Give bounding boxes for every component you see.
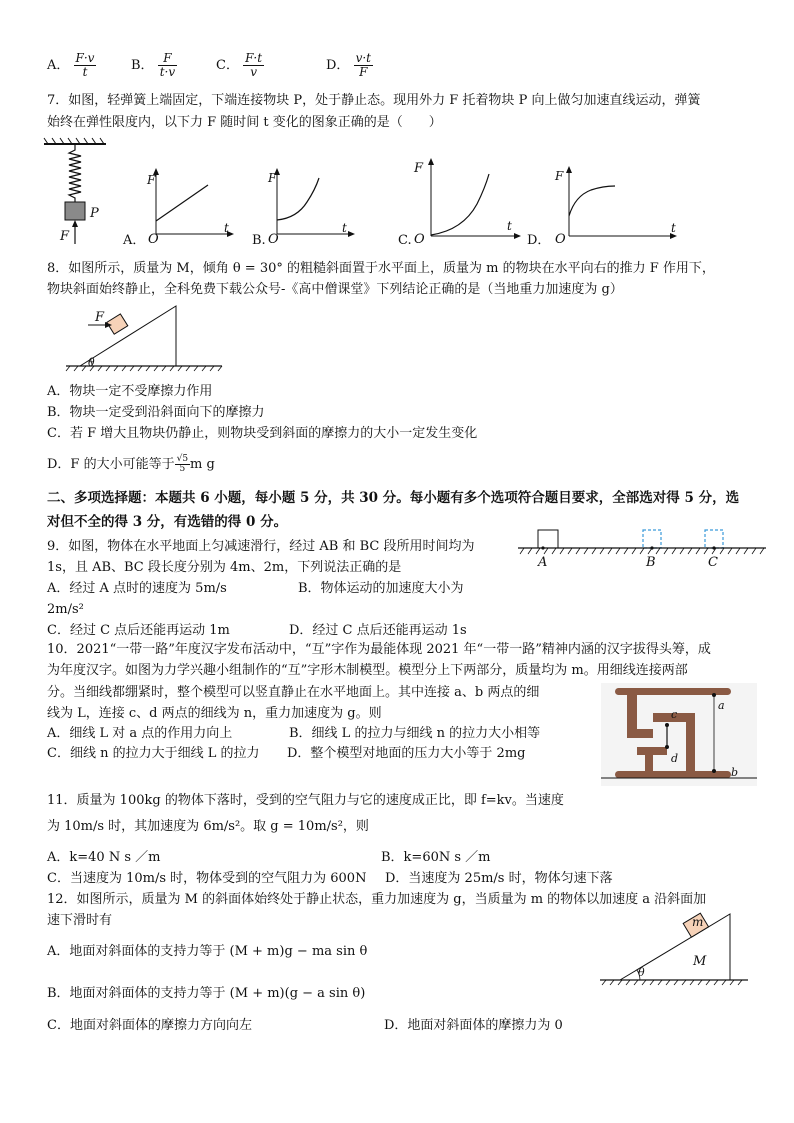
q11-option-b: B．k=60N s ／m [381,850,491,865]
graph-c-y-label: F [414,161,424,176]
q8-option-d: D．F 的大小可能等于 $\frac{√5}{5}$ m g [47,454,215,474]
q9-option-d: D．经过 C 点后还能再运动 1s [289,623,467,638]
q6-option-b: B． $\frac{F}{t\cdot v}$ [131,51,176,79]
q8-fig-theta-label: θ [88,356,95,369]
q8-option-a: A．物块一定不受摩擦力作用 [47,384,213,399]
q12-option-a: A．地面对斜面体的支持力等于 (M + m)g − ma sin θ [47,944,368,959]
graph-c-x-label: t [507,219,512,233]
section-2-header-line1: 二、多项选择题：本题共 6 小题，每小题 5 分，共 30 分。每小题有多个选项符合题目要求，全部选对得 5 分，选 [47,490,740,506]
q8-stem-line1: 8．如图所示，质量为 M，倾角 θ = 30° 的粗糙斜面置于水平面上，质量为 m 的物块在水平向右的推力 F 作用下， [47,261,715,276]
q8-fig-force-label: F [95,310,105,325]
sliding-block-figure [518,527,768,559]
graph-a-linear [146,168,236,238]
spring-block-figure [44,138,114,248]
section-2-header-line2: 对但不全的得 3 分，有选错的得 0 分。 [47,514,288,530]
q10-stem-line3: 分。当细线都绷紧时，整个模型可以竖直静止在水平地面上。其中连接 a、b 两点的细 [47,685,540,700]
q6-option-d: D． $\frac{v\cdot t}{F}$ [326,51,371,79]
q9-option-b: B．物体运动的加速度大小为 [298,581,464,596]
graph-c-origin: O [414,232,425,247]
q10-option-c: C．细线 n 的拉力大于细线 L 的拉力 [47,746,260,761]
q10-option-a: A．细线 L 对 a 点的作用力向上 [47,726,233,741]
graph-b-option: B. [252,233,266,248]
q9-option-c: C．经过 C 点后还能再运动 1m [47,623,230,638]
point-c-label: C [708,555,718,570]
q9-stem-line1: 9．如图，物体在水平地面上匀减速滑行，经过 AB 和 BC 段所用时间均为 [47,539,475,554]
graph-b-x-label: t [342,221,347,235]
graph-a-y-label: F [147,173,156,187]
q12-fig-theta: θ [638,966,645,979]
q11-option-a: A．k=40 N s ／m [47,850,161,865]
graph-d-option: D． [527,233,551,248]
q10-point-a: a [718,699,725,712]
q12-fig-small-mass: m [692,915,704,929]
q8-option-b: B．物块一定受到沿斜面向下的摩擦力 [47,405,265,420]
graph-c-option: C. [398,233,412,248]
q8-stem-line2: 物块斜面始终静止，全科免费下载公众号-《高中僧课堂》下列结论正确的是（当地重力加速度为 g） [47,282,623,297]
force-label-f: F [60,229,70,244]
q9-option-b-cont: 2m/s² [47,602,84,617]
graph-a-origin: O [148,232,159,247]
q12-option-d: D．地面对斜面体的摩擦力为 0 [384,1018,563,1033]
q11-option-c: C．当速度为 10m/s 时，物体受到的空气阻力为 600N [47,871,367,886]
q10-option-b: B．细线 L 的拉力与细线 n 的拉力大小相等 [289,726,541,741]
q9-option-a: A．经过 A 点时的速度为 5m/s [47,581,227,596]
graph-a-x-label: t [224,221,229,235]
q10-point-c: c [671,708,678,721]
q7-stem-line2: 始终在弹性限度内，以下力 F 随时间 t 变化的图象正确的是（ ） [47,115,442,130]
graph-d-y-label: F [555,169,564,183]
q11-stem-line2: 为 10m/s 时，其加速度为 6m/s²。取 g = 10m/s²，则 [47,819,369,834]
q12-option-c: C．地面对斜面体的摩擦力方向向左 [47,1018,252,1033]
q10-option-d: D．整个模型对地面的压力大小等于 2mg [287,746,526,761]
q6-option-a: A． $\frac{F\cdot v}{t}$ [47,51,95,79]
q10-stem-line2: 为年度汉字。如图为力学兴趣小组制作的“互”字形木制模型。模型分上下两部分，质量均为 m。用细线连接两部 [47,663,688,678]
q7-stem-line1: 7．如图，轻弹簧上端固定，下端连接物块 P，处于静止态。现用外力 F 托着物块 P 向上做匀加速直线运动，弹簧 [47,93,701,108]
graph-a-option: A． [123,233,146,248]
incline-mass-figure [600,910,750,986]
q12-stem-line1: 12．如图所示，质量为 M 的斜面体始终处于静止状态，重力加速度为 g，当质量为 m 的物体以加速度 a 沿斜面加 [47,892,707,907]
point-a-label: A [538,555,548,570]
q10-point-d: d [671,752,679,765]
point-b-label: B [646,555,656,570]
graph-d-convex [561,166,681,240]
q10-stem-line4: 线为 L，连接 c、d 两点的细线为 n，重力加速度为 g。则 [47,706,382,721]
graph-d-x-label: t [671,221,676,235]
graph-b-origin: O [268,232,279,247]
q10-stem-line1: 10．2021“一带一路”年度汉字发布活动中，“互”字作为最能体现 2021 年“一带一路”精神内涵的汉字拔得头筹，成 [47,642,711,657]
block-label-p: P [90,206,99,221]
q12-stem-line2: 速下滑时有 [47,913,113,928]
q8-option-c: C．若 F 增大且物块仍静止，则物块受到斜面的摩擦力的大小一定发生变化 [47,426,478,441]
graph-b-y-label: F [268,171,277,185]
q11-option-d: D．当速度为 25m/s 时，物体匀速下落 [385,871,613,886]
q11-stem-line1: 11．质量为 100kg 的物体下落时，受到的空气阻力与它的速度成正比，即 f=kv。当速度 [47,793,564,808]
q10-point-b: b [731,766,739,779]
q6-option-c: C． $\frac{F\cdot t}{v}$ [216,51,263,79]
q12-option-b: B．地面对斜面体的支持力等于 (M + m)(g − a sin θ) [47,986,366,1001]
graph-d-origin: O [555,232,566,247]
q9-stem-line2: 1s，且 AB、BC 段长度分别为 4m、2m，下列说法正确的是 [47,560,402,575]
q12-fig-big-mass: M [693,954,707,969]
